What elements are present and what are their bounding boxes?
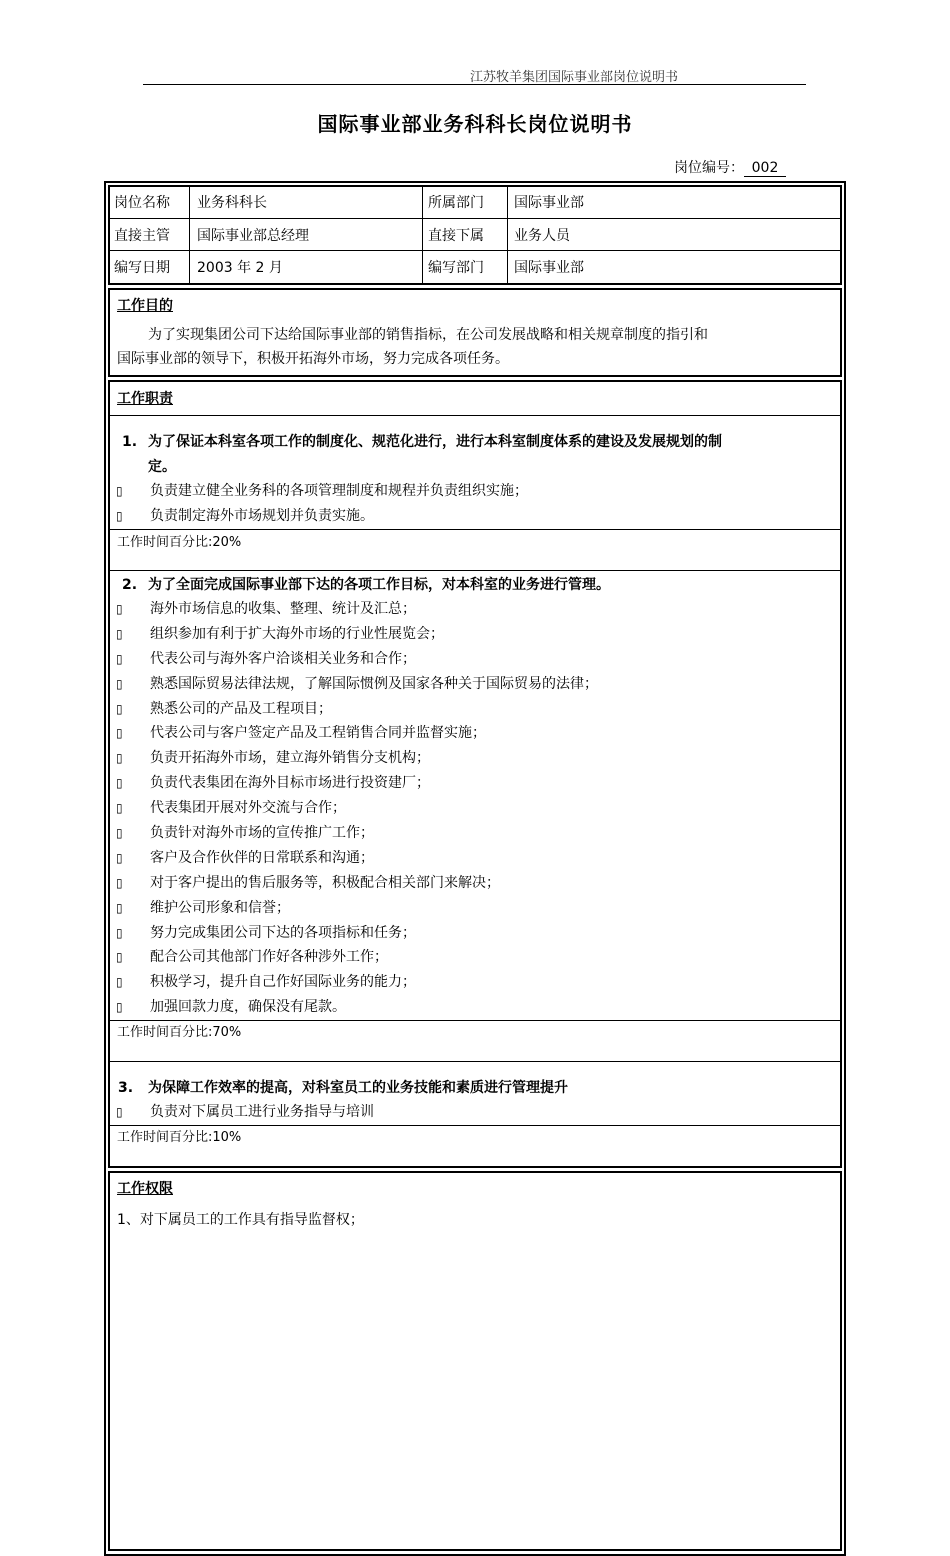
duty-item: 熟悉公司的产品及工程项目； (150, 701, 332, 717)
duty-divider (109, 1020, 841, 1021)
duty-group-1-title-line-2: 定。 (148, 459, 176, 475)
duty-item: 努力完成集团公司下达的各项指标和任务； (150, 925, 416, 941)
post-number-label: 岗位编号： (674, 160, 744, 176)
info-col-divider (422, 186, 423, 284)
duty-group-3-percent: 工作时间百分比:10% (117, 1130, 242, 1145)
duty-item: 负责开拓海外市场，建立海外销售分支机构； (150, 750, 430, 766)
post-number (674, 157, 786, 177)
page-header-text: 江苏牧羊集团国际事业部岗位说明书 (470, 70, 679, 85)
square-bullet-icon: ▯ (116, 926, 123, 940)
square-bullet-icon: ▯ (116, 509, 123, 523)
duty-item: 负责建立健全业务科的各项管理制度和规程并负责组织实施； (150, 483, 528, 499)
info-label-date: 编写日期 (114, 260, 170, 276)
duty-item: 负责制定海外市场规划并负责实施。 (150, 508, 374, 524)
duty-item: 维护公司形象和信誉； (150, 900, 290, 916)
info-value-department: 国际事业部 (514, 195, 584, 211)
duty-item: 代表公司与海外客户洽谈相关业务和合作； (150, 651, 416, 667)
info-label-supervisor: 直接主管 (114, 228, 170, 244)
purpose-text-line-2: 国际事业部的领导下，积极开拓海外市场，努力完成各项任务。 (117, 351, 509, 367)
duty-group-2-percent: 工作时间百分比:70% (117, 1025, 242, 1040)
duties-heading-divider (109, 415, 841, 416)
duty-item: 负责对下属员工进行业务指导与培训 (150, 1104, 374, 1120)
square-bullet-icon: ▯ (116, 901, 123, 915)
duty-group-3-number: 3. (118, 1080, 134, 1096)
post-number-value: 002 (744, 160, 786, 177)
square-bullet-icon: ▯ (116, 677, 123, 691)
info-row-divider (109, 218, 841, 219)
square-bullet-icon: ▯ (116, 652, 123, 666)
info-value-author-dept: 国际事业部 (514, 260, 584, 276)
duty-divider (109, 1061, 841, 1062)
square-bullet-icon: ▯ (116, 751, 123, 765)
duty-group-1-percent: 工作时间百分比:20% (117, 535, 242, 550)
square-bullet-icon: ▯ (116, 826, 123, 840)
duty-divider (109, 1125, 841, 1126)
document-title: 国际事业部业务科科长岗位说明书 (317, 112, 633, 136)
info-value-subordinates: 业务人员 (514, 228, 570, 244)
duty-divider (109, 570, 841, 571)
duty-item: 海外市场信息的收集、整理、统计及汇总； (150, 601, 416, 617)
duty-item: 负责针对海外市场的宣传推广工作； (150, 825, 374, 841)
square-bullet-icon: ▯ (116, 627, 123, 641)
square-bullet-icon: ▯ (116, 702, 123, 716)
square-bullet-icon: ▯ (116, 1000, 123, 1014)
info-row-divider (109, 250, 841, 251)
duty-item: 代表公司与客户签定产品及工程销售合同并监督实施； (150, 725, 486, 741)
square-bullet-icon: ▯ (116, 776, 123, 790)
square-bullet-icon: ▯ (116, 801, 123, 815)
duty-group-3-title: 为保障工作效率的提高，对科室员工的业务技能和素质进行管理提升 (148, 1080, 568, 1096)
info-value-supervisor: 国际事业部总经理 (197, 228, 309, 244)
info-value-date: 2003 年 2 月 (197, 260, 283, 276)
authority-heading: 工作权限 (117, 1181, 173, 1197)
square-bullet-icon: ▯ (116, 726, 123, 740)
square-bullet-icon: ▯ (116, 975, 123, 989)
info-col-divider (507, 186, 508, 284)
duty-item: 客户及合作伙伴的日常联系和沟通； (150, 850, 374, 866)
info-label-author-dept: 编写部门 (428, 260, 484, 276)
duty-item: 熟悉国际贸易法律法规，了解国际惯例及国家各种关于国际贸易的法律； (150, 676, 598, 692)
purpose-heading: 工作目的 (117, 298, 173, 314)
info-label-subordinates: 直接下属 (428, 228, 484, 244)
square-bullet-icon: ▯ (116, 876, 123, 890)
info-value-position: 业务科科长 (197, 195, 267, 211)
authority-item: 1、对下属员工的工作具有指导监督权； (117, 1212, 364, 1228)
info-label-department: 所属部门 (428, 195, 484, 211)
duty-group-1-number: 1. (122, 434, 138, 450)
duty-group-1-title-line-1: 为了保证本科室各项工作的制度化、规范化进行，进行本科室制度体系的建设及发展规划的制 (148, 434, 722, 450)
duty-item: 对于客户提出的售后服务等，积极配合相关部门来解决； (150, 875, 500, 891)
square-bullet-icon: ▯ (116, 950, 123, 964)
duty-item: 配合公司其他部门作好各种涉外工作； (150, 949, 388, 965)
duty-item: 组织参加有利于扩大海外市场的行业性展览会； (150, 626, 444, 642)
duty-item: 加强回款力度，确保没有尾款。 (150, 999, 346, 1015)
purpose-text-line-1: 为了实现集团公司下达给国际事业部的销售指标，在公司发展战略和相关规章制度的指引和 (148, 327, 708, 343)
info-col-divider (189, 186, 190, 284)
duty-group-2-number: 2. (122, 577, 138, 593)
duty-item: 负责代表集团在海外目标市场进行投资建厂； (150, 775, 430, 791)
duty-item: 积极学习，提升自己作好国际业务的能力； (150, 974, 416, 990)
square-bullet-icon: ▯ (116, 484, 123, 498)
duty-group-2-title: 为了全面完成国际事业部下达的各项工作目标，对本科室的业务进行管理。 (148, 577, 610, 593)
square-bullet-icon: ▯ (116, 1105, 123, 1119)
duties-heading: 工作职责 (117, 391, 173, 407)
duty-divider (109, 529, 841, 530)
square-bullet-icon: ▯ (116, 851, 123, 865)
info-label-position: 岗位名称 (114, 195, 170, 211)
square-bullet-icon: ▯ (116, 602, 123, 616)
page-header-rule (143, 84, 806, 85)
duty-item: 代表集团开展对外交流与合作； (150, 800, 346, 816)
